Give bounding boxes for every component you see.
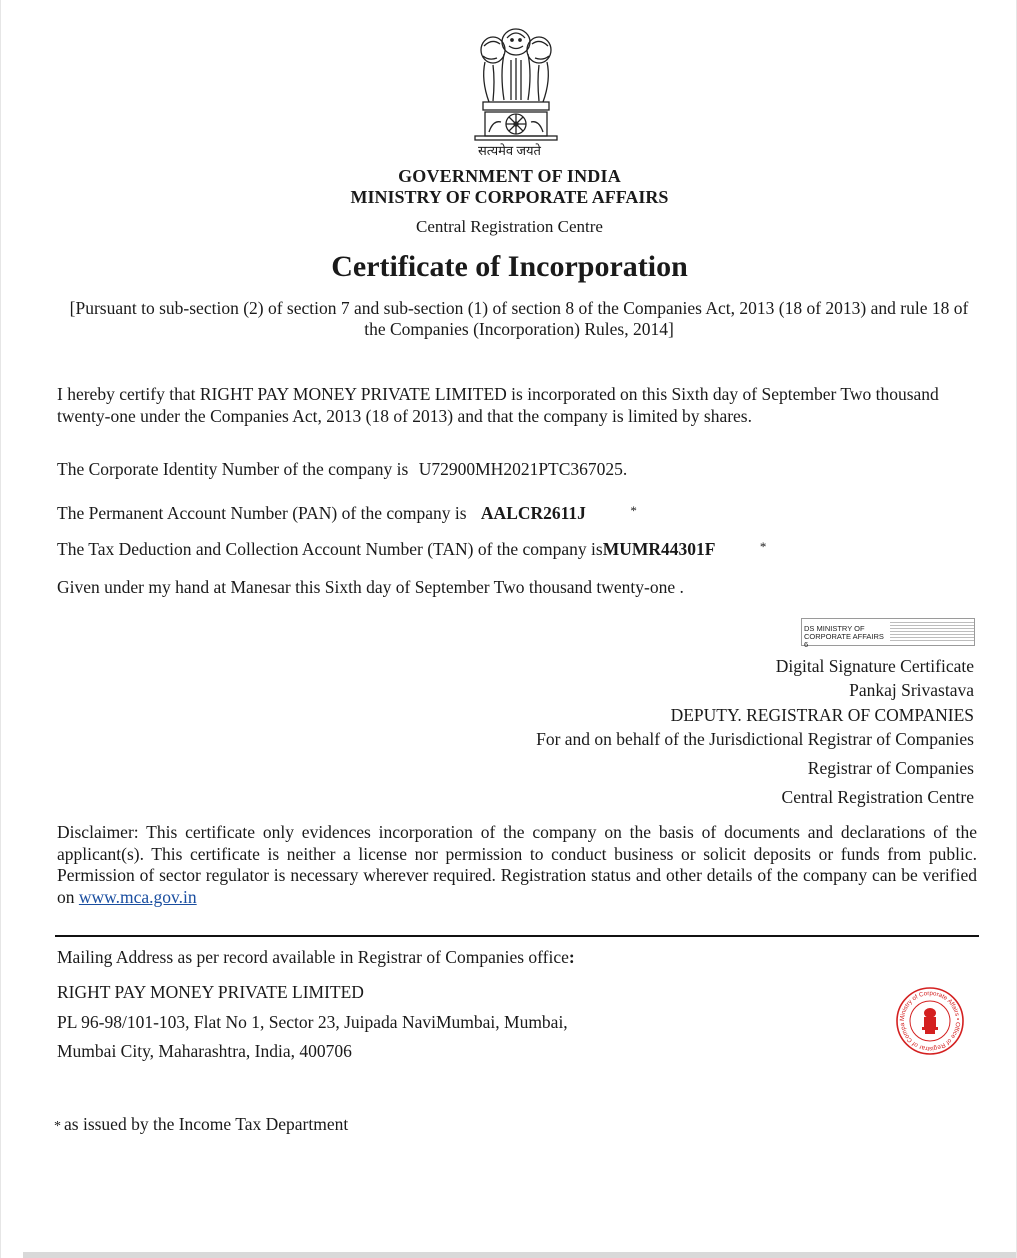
disclaimer-text: Disclaimer: This certificate only evidences incorporation of the company on the basis of documents and declarations of the applicant(s). This certificate is neither a license nor permission to conduct business or solicit deposits or funds from public. Permission of sector regulator is necessary wherever required. Registration status and other details of the company can be verified on (57, 822, 977, 907)
signatory-name: Pankaj Srivastava (849, 680, 974, 700)
pursuant-note: [Pursuant to sub-section (2) of section 7 and sub-section (1) of section 8 of the Companies Act, 2013 (18 of 2013) and rule 18 of the Companies (Incorporation) Rules, 2014] (69, 298, 969, 339)
mailing-heading-text: Mailing Address as per record available in Registrar of Companies office (57, 947, 569, 967)
mailing-company-name: RIGHT PAY MONEY PRIVATE LIMITED (57, 982, 364, 1002)
cin-label: The Corporate Identity Number of the company is (57, 459, 409, 479)
disclaimer (57, 822, 977, 908)
mailing-address-line-2: Mumbai City, Maharashtra, India, 400706 (57, 1041, 352, 1061)
mca-website-link[interactable]: www.mca.gov.in (78, 886, 197, 907)
digital-signature-box[interactable] (801, 618, 975, 649)
digital-signature-details (890, 622, 974, 643)
ds-label-line-1: DS MINISTRY OF (804, 624, 865, 633)
government-heading: GOVERNMENT OF INDIA (398, 166, 621, 186)
pan-line (57, 500, 977, 524)
pan-label: The Permanent Account Number (PAN) of the company is (57, 503, 467, 523)
page-title: Certificate of Incorporation (331, 250, 688, 283)
section-divider (55, 935, 979, 937)
ministry-heading: MINISTRY OF CORPORATE AFFAIRS (350, 187, 669, 207)
page-bottom-edge (23, 1252, 1016, 1258)
digital-signature-label (804, 625, 888, 649)
cin-line (57, 458, 977, 480)
tan-label: The Tax Deduction and Collection Account Number (TAN) of the company is (57, 539, 603, 559)
signatory-behalf: For and on behalf of the Jurisdictional Registrar of Companies (536, 729, 974, 749)
national-motto: सत्यमेव जयते (478, 143, 541, 158)
signatory-designation: DEPUTY. REGISTRAR OF COMPANIES (670, 705, 974, 725)
signatory-centre: Central Registration Centre (781, 787, 974, 807)
given-under-hand: Given under my hand at Manesar this Sixth day of September Two thousand twenty-one . (57, 577, 684, 597)
ds-label-line-2: CORPORATE AFFAIRS 6 (804, 632, 884, 649)
registrar-seal-icon (894, 985, 966, 1057)
national-emblem-icon (471, 20, 561, 142)
tan-line (57, 536, 977, 560)
tan-asterisk: * (759, 539, 767, 554)
pan-asterisk: * (630, 503, 637, 518)
footnote-asterisk: * (54, 1119, 61, 1134)
registration-centre-heading: Central Registration Centre (416, 217, 603, 236)
signature-type: Digital Signature Certificate (775, 656, 974, 676)
cin-value: U72900MH2021PTC367025. (418, 459, 628, 479)
svg-text:Ministry of Corporate Affairs: Ministry of Corporate Affairs • Office of Registrar of Compa (898, 989, 962, 1053)
mailing-heading-colon: : (568, 947, 575, 967)
footnote-text: as issued by the Income Tax Department (64, 1114, 349, 1134)
pan-value: AALCR2611J (480, 503, 586, 523)
footnote (54, 1114, 348, 1135)
mailing-address-line-1: PL 96-98/101-103, Flat No 1, Sector 23, Juipada NaviMumbai, Mumbai, (57, 1012, 568, 1032)
signatory-office: Registrar of Companies (807, 758, 974, 778)
certification-statement: I hereby certify that RIGHT PAY MONEY PRIVATE LIMITED is incorporated on this Sixth day of September Two thousand twenty-one under the Companies Act, 2013 (18 of 2013) and that the company is limited by shares. (57, 384, 939, 426)
mailing-address-heading (57, 947, 575, 968)
tan-value: MUMR44301F (602, 539, 716, 559)
